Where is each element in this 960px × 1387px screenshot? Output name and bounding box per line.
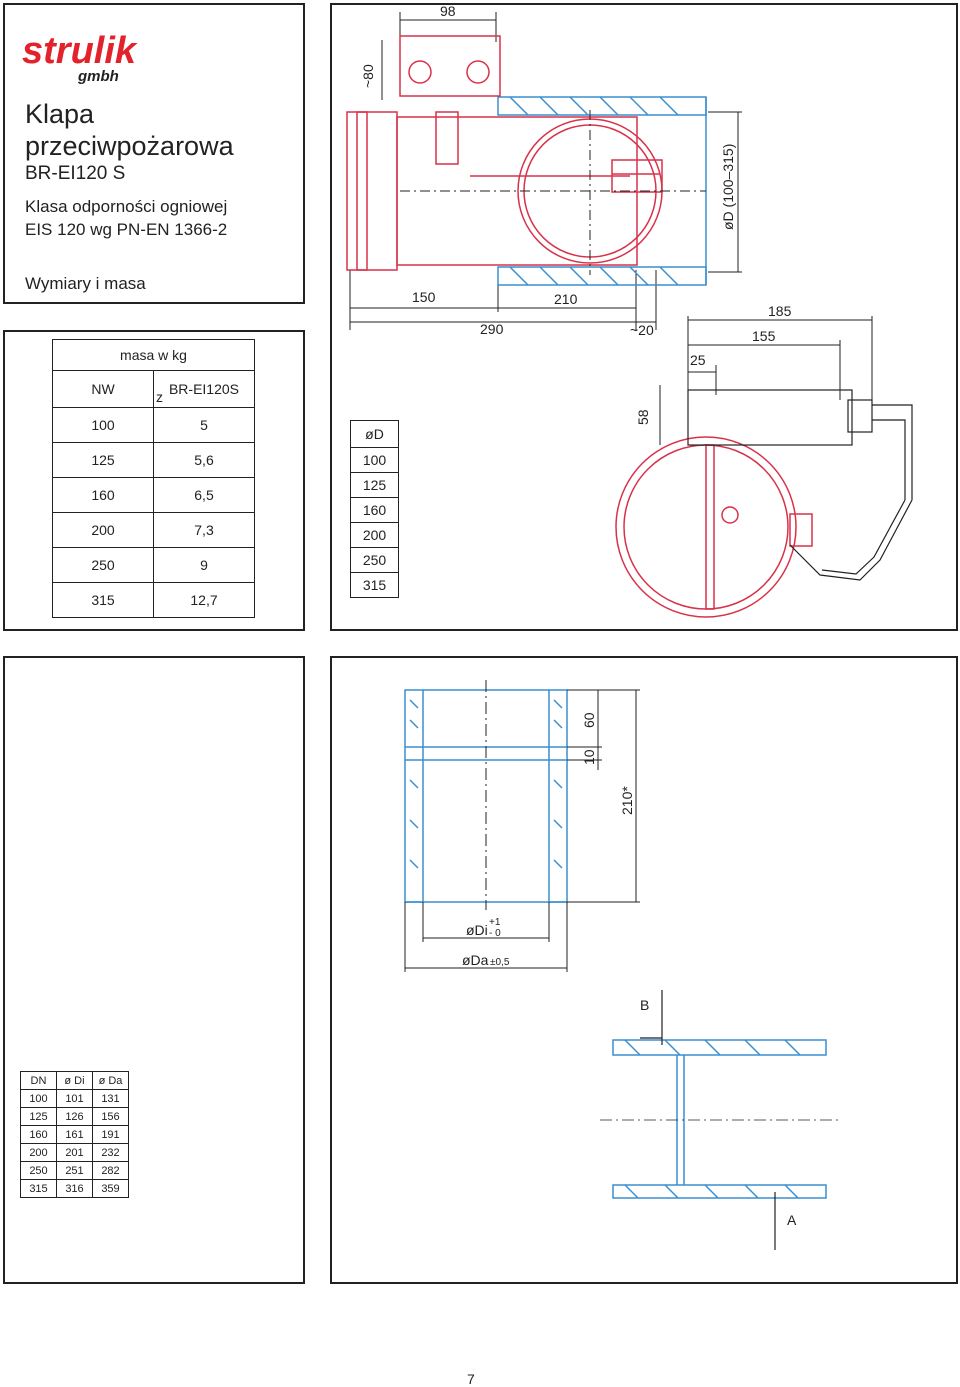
mass-value: 5 xyxy=(154,408,255,443)
dim-di-plus: +1 xyxy=(489,917,501,928)
model-name: BR-EI120 S xyxy=(25,163,126,184)
size-da: 131 xyxy=(93,1090,129,1108)
dim-20: ~20 xyxy=(630,322,654,338)
size-da: 282 xyxy=(93,1162,129,1180)
size-da: 156 xyxy=(93,1108,129,1126)
size-di: 126 xyxy=(57,1108,93,1126)
size-dn: 250 xyxy=(21,1162,57,1180)
dim-di-minus: - 0 xyxy=(489,928,501,939)
dim-25: 25 xyxy=(690,352,706,368)
dim-150: 150 xyxy=(412,289,436,305)
size-header-dn: DN xyxy=(21,1072,57,1090)
dim-185: 185 xyxy=(768,303,792,319)
dim-da: øDa xyxy=(462,952,489,968)
mass-caption: masa w kg xyxy=(53,340,255,371)
size-di: 251 xyxy=(57,1162,93,1180)
dim-diameter: øD (100–315) xyxy=(720,143,736,230)
dim-di: øDi xyxy=(466,922,488,938)
mass-value: 12,7 xyxy=(154,583,255,618)
mass-col-z: z xyxy=(156,389,163,405)
mass-value: 5,6 xyxy=(154,443,255,478)
mass-value: 9 xyxy=(154,548,255,583)
diameter-header: øD xyxy=(351,421,399,448)
diameter-value: 200 xyxy=(351,523,399,548)
mass-col-model-label: BR-EI120S xyxy=(168,381,240,397)
diameter-value: 315 xyxy=(351,573,399,598)
diameter-value: 100 xyxy=(351,448,399,473)
mass-nw: 250 xyxy=(53,548,154,583)
dim-210: 210 xyxy=(554,291,578,307)
mass-nw: 125 xyxy=(53,443,154,478)
dim-155: 155 xyxy=(752,328,776,344)
size-di: 161 xyxy=(57,1126,93,1144)
dim-290: 290 xyxy=(480,321,504,337)
size-header-da: ø Da xyxy=(93,1072,129,1090)
mass-value: 6,5 xyxy=(154,478,255,513)
dim-210: 210* xyxy=(619,786,635,815)
logo-suffix: gmbh xyxy=(78,68,119,84)
mass-col-nw: NW xyxy=(53,371,154,408)
label-a: A xyxy=(787,1212,797,1228)
diameter-value: 160 xyxy=(351,498,399,523)
size-dn: 125 xyxy=(21,1108,57,1126)
mass-nw: 315 xyxy=(53,583,154,618)
size-dn: 315 xyxy=(21,1180,57,1198)
label-b: B xyxy=(640,997,650,1013)
size-dn: 200 xyxy=(21,1144,57,1162)
size-di: 316 xyxy=(57,1180,93,1198)
class-line1: Klasa odporności ogniowej xyxy=(25,197,228,216)
page-title-line2: przeciwpożarowa xyxy=(25,131,234,161)
section-title: Wymiary i masa xyxy=(25,274,146,293)
class-line2: EIS 120 wg PN-EN 1366-2 xyxy=(25,220,228,239)
page-title-line1: Klapa xyxy=(25,99,95,129)
size-da: 232 xyxy=(93,1144,129,1162)
dim-60: 60 xyxy=(581,712,597,728)
size-dn: 160 xyxy=(21,1126,57,1144)
page-number: 7 xyxy=(467,1371,475,1387)
mass-value: 7,3 xyxy=(154,513,255,548)
size-di: 101 xyxy=(57,1090,93,1108)
diameter-value: 250 xyxy=(351,548,399,573)
mass-nw: 160 xyxy=(53,478,154,513)
size-da: 359 xyxy=(93,1180,129,1198)
size-da: 191 xyxy=(93,1126,129,1144)
dim-58: 58 xyxy=(635,409,651,425)
dim-da-tol: ±0,5 xyxy=(490,957,510,968)
dim-98: 98 xyxy=(440,3,456,19)
mass-nw: 100 xyxy=(53,408,154,443)
size-dn: 100 xyxy=(21,1090,57,1108)
dim-10: 10 xyxy=(581,749,597,765)
size-di: 201 xyxy=(57,1144,93,1162)
mass-nw: 200 xyxy=(53,513,154,548)
dim-80: ~80 xyxy=(360,64,376,88)
size-header-di: ø Di xyxy=(57,1072,93,1090)
logo-brand: strulik xyxy=(22,30,137,72)
diameter-value: 125 xyxy=(351,473,399,498)
